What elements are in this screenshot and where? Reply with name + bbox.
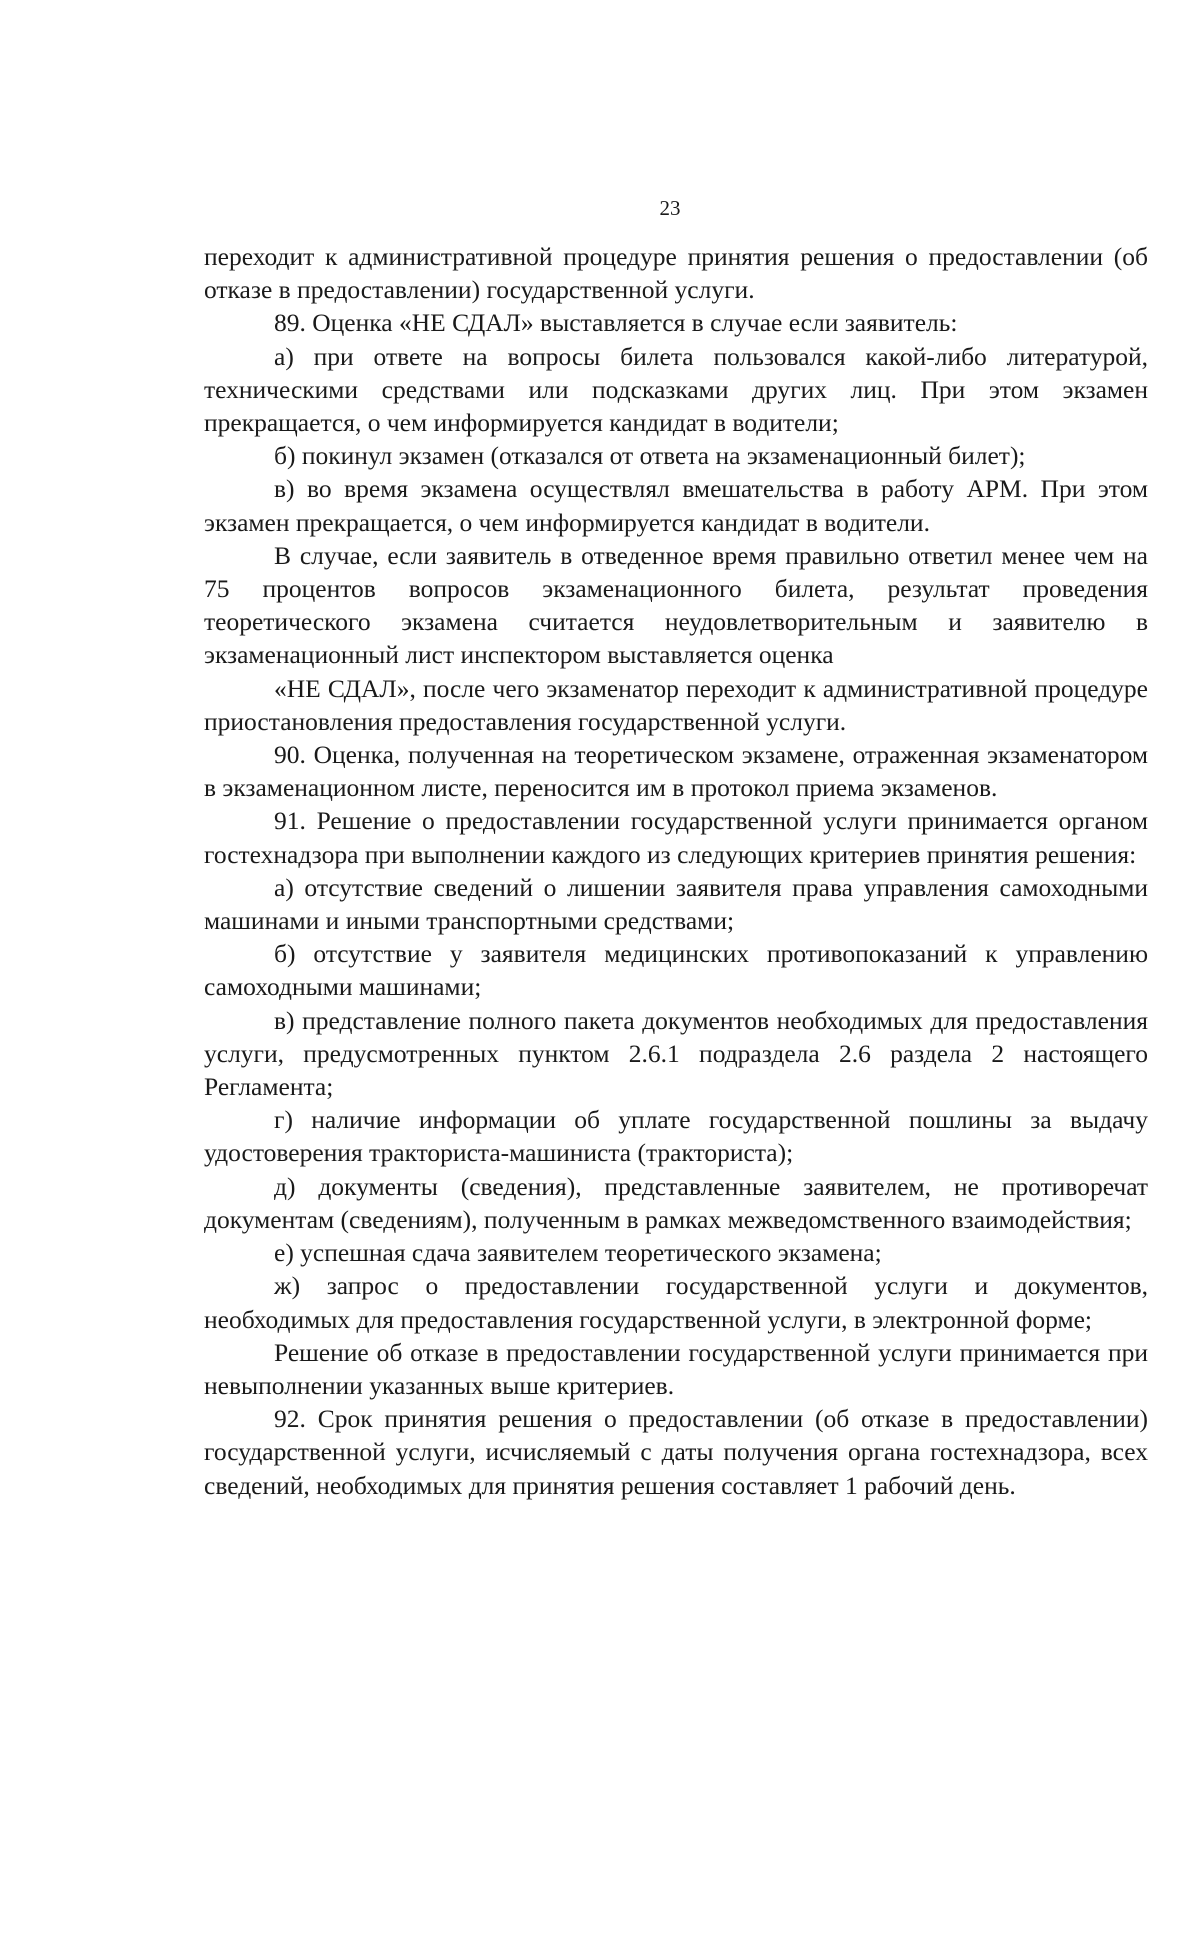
paragraph-89-case: В случае, если заявитель в отведенное время правильно ответил менее чем на 75 процентов вопросов экзаменационного билета, результат проведения теоретического экзамена считается неудовлетворительным и заявителю в экзаменационный лист инспектором выставляется оценка <box>204 540 1148 670</box>
paragraph-90: 90. Оценка, полученная на теоретическом экзамене, отраженная экзаменатором в экзаменационном листе, переносится им в протокол приема экзаменов. <box>204 740 1148 803</box>
paragraph-continuation: переходит к административной процедуре принятия решения о предоставлении (об отказе в предоставлении) государственной услуги. <box>204 242 1148 305</box>
paragraph-89-v: в) во время экзамена осуществлял вмешательства в работу АРМ. При этом экзамен прекращается, о чем информируется кандидат в водители. <box>204 474 1148 537</box>
paragraph-91-zh: ж) запрос о предоставлении государственной услуги и документов, необходимых для предоставления государственной услуги, в электронной форме; <box>204 1271 1148 1334</box>
paragraph-89-b: б) покинул экзамен (отказался от ответа на экзаменационный билет); <box>274 441 1026 471</box>
paragraph-91-v: в) представление полного пакета документов необходимых для предоставления услуги, предусмотренных пунктом 2.6.1 подраздела 2.6 раздела 2 настоящего Регламента; <box>204 1005 1148 1102</box>
paragraph-91-e: е) успешная сдача заявителем теоретического экзамена; <box>274 1238 882 1268</box>
paragraph-91: 91. Решение о предоставлении государственной услуги принимается органом гостехнадзора при выполнении каждого из следующих критериев принятия решения: <box>204 806 1148 869</box>
paragraph-89-case-cont: «НЕ СДАЛ», после чего экзаменатор переходит к административной процедуре приостановления предоставления государственной услуги. <box>204 673 1148 736</box>
paragraph-92: 92. Срок принятия решения о предоставлении (об отказе в предоставлении) государственной услуги, исчисляемый с даты получения органа гостехнадзора, всех сведений, необходимых для принятия решения составляет 1 рабочий день. <box>204 1404 1148 1500</box>
paragraph-89: 89. Оценка «НЕ СДАЛ» выставляется в случае если заявитель: <box>274 308 958 338</box>
paragraph-91-b: б) отсутствие у заявителя медицинских противопоказаний к управлению самоходными машинами; <box>204 939 1148 1002</box>
paragraph-91-d: д) документы (сведения), представленные заявителем, не противоречат документам (сведениям), полученным в рамках межведомственного взаимодействия; <box>204 1171 1148 1234</box>
page-number: 23 <box>659 196 681 220</box>
paragraph-91-a: а) отсутствие сведений о лишении заявителя права управления самоходными машинами и иными транспортными средствами; <box>204 872 1148 936</box>
paragraph-91-g: г) наличие информации об уплате государственной пошлины за выдачу удостоверения тракториста-машиниста (тракториста); <box>204 1105 1148 1168</box>
paragraph-91-refusal: Решение об отказе в предоставлении государственной услуги принимается при невыполнении указанных выше критериев. <box>204 1337 1148 1400</box>
paragraph-89-a: а) при ответе на вопросы билета пользовался какой-либо литературой, техническими средствами или подсказками других лиц. При этом экзамен прекращается, о чем информируется кандидат в водители; <box>204 341 1148 438</box>
document-body <box>204 240 1148 1502</box>
